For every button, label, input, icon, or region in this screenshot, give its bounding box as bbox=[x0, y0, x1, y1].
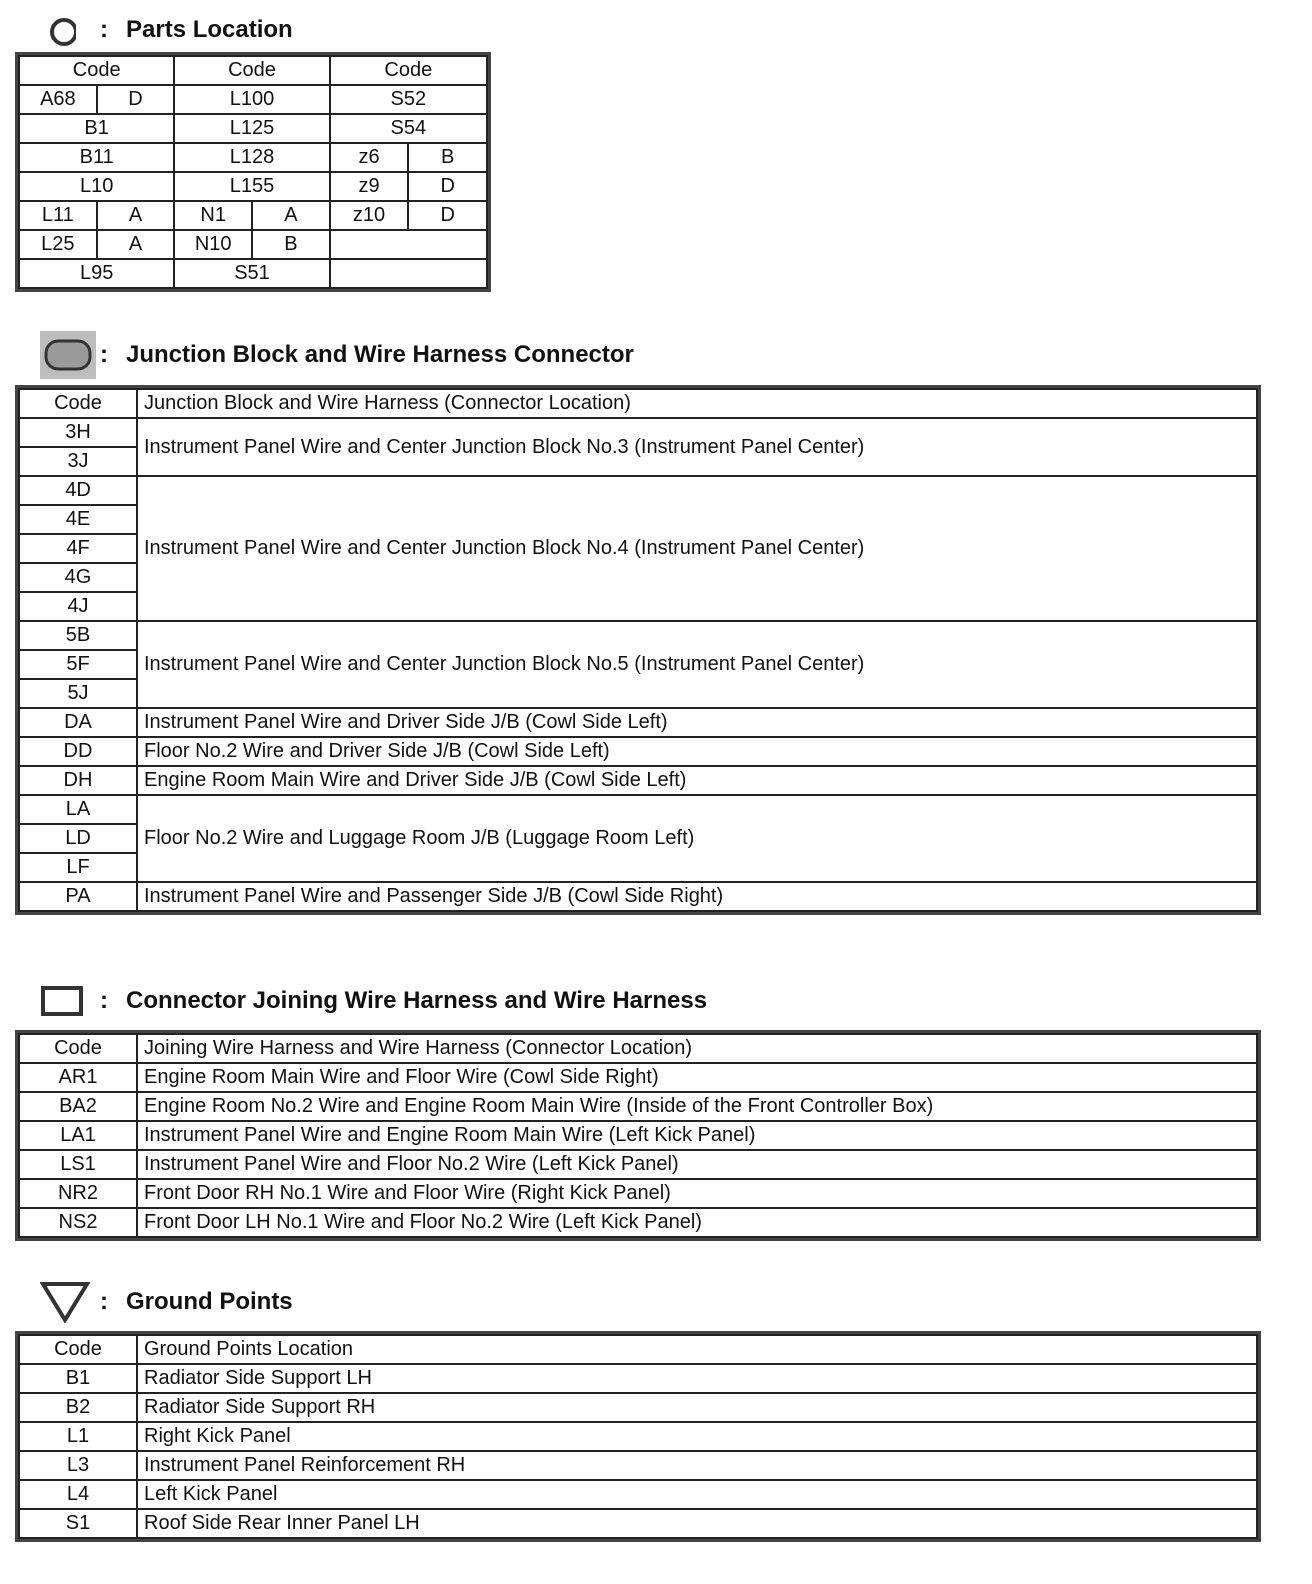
table-row bbox=[19, 1364, 1257, 1393]
table-row bbox=[19, 1063, 1257, 1092]
location-cell: Instrument Panel Reinforcement RH bbox=[137, 1451, 1257, 1480]
junction-block-title: Junction Block and Wire Harness Connector bbox=[126, 341, 634, 368]
suffix-cell: D bbox=[408, 172, 487, 201]
code-cell: 4J bbox=[19, 592, 137, 621]
location-cell: Radiator Side Support LH bbox=[137, 1364, 1257, 1393]
code-cell: S1 bbox=[19, 1509, 137, 1538]
code-cell: 4E bbox=[19, 505, 137, 534]
code-cell: 4D bbox=[19, 476, 137, 505]
code-cell: 3J bbox=[19, 447, 137, 476]
code-cell: LS1 bbox=[19, 1150, 137, 1179]
table-row bbox=[19, 1179, 1257, 1208]
circle-icon bbox=[40, 10, 100, 50]
table-row bbox=[19, 143, 487, 172]
code-cell: B2 bbox=[19, 1393, 137, 1422]
code-cell: LF bbox=[19, 853, 137, 882]
table-row bbox=[19, 1451, 1257, 1480]
table-row bbox=[19, 1422, 1257, 1451]
location-cell: Radiator Side Support RH bbox=[137, 1393, 1257, 1422]
suffix-cell: A bbox=[97, 230, 175, 259]
header-cell: Code bbox=[19, 56, 174, 85]
heading-colon: : bbox=[100, 16, 108, 43]
table-row bbox=[19, 114, 487, 143]
code-cell: 4F bbox=[19, 534, 137, 563]
code-cell: L11 bbox=[19, 201, 97, 230]
code-cell: 4G bbox=[19, 563, 137, 592]
table-row bbox=[19, 1208, 1257, 1237]
table-row bbox=[19, 737, 1257, 766]
code-cell: z10 bbox=[330, 201, 409, 230]
code-cell: BA2 bbox=[19, 1092, 137, 1121]
code-cell: L1 bbox=[19, 1422, 137, 1451]
table-row bbox=[19, 708, 1257, 737]
location-cell: Instrument Panel Wire and Center Junction Block No.4 (Instrument Panel Center) bbox=[137, 476, 1257, 621]
location-cell: Engine Room Main Wire and Driver Side J/B (Cowl Side Left) bbox=[137, 766, 1257, 795]
heading-colon: : bbox=[100, 1288, 108, 1315]
code-cell: L10 bbox=[19, 172, 174, 201]
code-cell: L125 bbox=[174, 114, 329, 143]
code-cell: PA bbox=[19, 882, 137, 911]
code-cell: B1 bbox=[19, 1364, 137, 1393]
code-cell: B11 bbox=[19, 143, 174, 172]
down-triangle-icon bbox=[40, 1282, 100, 1322]
header-location: Joining Wire Harness and Wire Harness (Connector Location) bbox=[137, 1034, 1257, 1063]
code-cell: LD bbox=[19, 824, 137, 853]
rounded-rect-shaded-icon bbox=[40, 335, 100, 375]
code-cell: DH bbox=[19, 766, 137, 795]
code-cell: DD bbox=[19, 737, 137, 766]
code-cell: S52 bbox=[330, 85, 487, 114]
header-location: Junction Block and Wire Harness (Connector Location) bbox=[137, 389, 1257, 418]
header-code: Code bbox=[19, 389, 137, 418]
table-header-row bbox=[19, 389, 1257, 418]
code-cell: 5B bbox=[19, 621, 137, 650]
code-cell: A68 bbox=[19, 85, 97, 114]
location-cell: Right Kick Panel bbox=[137, 1422, 1257, 1451]
table-row bbox=[19, 172, 487, 201]
code-cell: L25 bbox=[19, 230, 97, 259]
table-row bbox=[19, 418, 1257, 447]
ground-points-title: Ground Points bbox=[126, 1288, 293, 1315]
code-cell: L100 bbox=[174, 85, 329, 114]
heading-colon: : bbox=[100, 987, 108, 1014]
code-cell: z6 bbox=[330, 143, 409, 172]
code-cell: N1 bbox=[174, 201, 252, 230]
code-cell: 5F bbox=[19, 650, 137, 679]
location-cell: Instrument Panel Wire and Passenger Side J/B (Cowl Side Right) bbox=[137, 882, 1257, 911]
location-cell: Instrument Panel Wire and Floor No.2 Wire (Left Kick Panel) bbox=[137, 1150, 1257, 1179]
table-row bbox=[19, 259, 487, 288]
suffix-cell: B bbox=[252, 230, 330, 259]
code-cell: S51 bbox=[174, 259, 329, 288]
code-cell: L128 bbox=[174, 143, 329, 172]
table-row bbox=[19, 795, 1257, 824]
code-cell: B1 bbox=[19, 114, 174, 143]
code-cell: AR1 bbox=[19, 1063, 137, 1092]
suffix-cell: A bbox=[252, 201, 330, 230]
location-cell: Instrument Panel Wire and Driver Side J/B (Cowl Side Left) bbox=[137, 708, 1257, 737]
code-cell: NS2 bbox=[19, 1208, 137, 1237]
empty-cell bbox=[330, 259, 487, 288]
suffix-cell: B bbox=[408, 143, 487, 172]
location-cell: Left Kick Panel bbox=[137, 1480, 1257, 1509]
location-cell: Floor No.2 Wire and Driver Side J/B (Cowl Side Left) bbox=[137, 737, 1257, 766]
suffix-cell: A bbox=[97, 201, 175, 230]
table-header-row bbox=[19, 1335, 1257, 1364]
location-cell: Instrument Panel Wire and Engine Room Main Wire (Left Kick Panel) bbox=[137, 1121, 1257, 1150]
location-cell: Instrument Panel Wire and Center Junction Block No.3 (Instrument Panel Center) bbox=[137, 418, 1257, 476]
parts-location-table bbox=[18, 55, 488, 289]
location-cell: Engine Room Main Wire and Floor Wire (Cowl Side Right) bbox=[137, 1063, 1257, 1092]
location-cell: Instrument Panel Wire and Center Junction Block No.5 (Instrument Panel Center) bbox=[137, 621, 1257, 708]
table-row bbox=[19, 1092, 1257, 1121]
code-cell: NR2 bbox=[19, 1179, 137, 1208]
table-row bbox=[19, 882, 1257, 911]
table-row bbox=[19, 1393, 1257, 1422]
table-row bbox=[19, 1150, 1257, 1179]
code-cell: L155 bbox=[174, 172, 329, 201]
table-row bbox=[19, 85, 487, 114]
table-row bbox=[19, 230, 487, 259]
table-row bbox=[19, 1121, 1257, 1150]
code-cell: L95 bbox=[19, 259, 174, 288]
table-row bbox=[19, 1480, 1257, 1509]
table-row bbox=[19, 476, 1257, 505]
table-header-row bbox=[19, 56, 487, 85]
parts-location-title: Parts Location bbox=[126, 16, 293, 43]
table-row bbox=[19, 201, 487, 230]
code-cell: DA bbox=[19, 708, 137, 737]
connector-table bbox=[18, 1033, 1258, 1238]
heading-colon: : bbox=[100, 341, 108, 368]
parts-location-heading bbox=[40, 10, 293, 50]
header-cell: Code bbox=[330, 56, 487, 85]
location-cell: Roof Side Rear Inner Panel LH bbox=[137, 1509, 1257, 1538]
junction-block-heading bbox=[40, 335, 634, 375]
location-cell: Engine Room No.2 Wire and Engine Room Main Wire (Inside of the Front Controller Box) bbox=[137, 1092, 1257, 1121]
code-cell: z9 bbox=[330, 172, 409, 201]
square-icon bbox=[40, 981, 100, 1021]
code-cell: S54 bbox=[330, 114, 487, 143]
code-cell: L3 bbox=[19, 1451, 137, 1480]
code-cell: 3H bbox=[19, 418, 137, 447]
location-cell: Floor No.2 Wire and Luggage Room J/B (Luggage Room Left) bbox=[137, 795, 1257, 882]
ground-points-table bbox=[18, 1334, 1258, 1539]
ground-points-heading bbox=[40, 1282, 293, 1322]
table-row bbox=[19, 621, 1257, 650]
header-code: Code bbox=[19, 1335, 137, 1364]
location-cell: Front Door RH No.1 Wire and Floor Wire (Right Kick Panel) bbox=[137, 1179, 1257, 1208]
connector-heading bbox=[40, 981, 707, 1021]
header-code: Code bbox=[19, 1034, 137, 1063]
code-cell: 5J bbox=[19, 679, 137, 708]
connector-title: Connector Joining Wire Harness and Wire Harness bbox=[126, 987, 708, 1014]
header-location: Ground Points Location bbox=[137, 1335, 1257, 1364]
suffix-cell: D bbox=[97, 85, 175, 114]
code-cell: LA bbox=[19, 795, 137, 824]
table-row bbox=[19, 1509, 1257, 1538]
code-cell: LA1 bbox=[19, 1121, 137, 1150]
location-cell: Front Door LH No.1 Wire and Floor No.2 Wire (Left Kick Panel) bbox=[137, 1208, 1257, 1237]
code-cell: N10 bbox=[174, 230, 252, 259]
code-cell: L4 bbox=[19, 1480, 137, 1509]
table-row bbox=[19, 766, 1257, 795]
header-cell: Code bbox=[174, 56, 329, 85]
empty-cell bbox=[330, 230, 487, 259]
junction-block-table bbox=[18, 388, 1258, 912]
suffix-cell: D bbox=[408, 201, 487, 230]
table-header-row bbox=[19, 1034, 1257, 1063]
